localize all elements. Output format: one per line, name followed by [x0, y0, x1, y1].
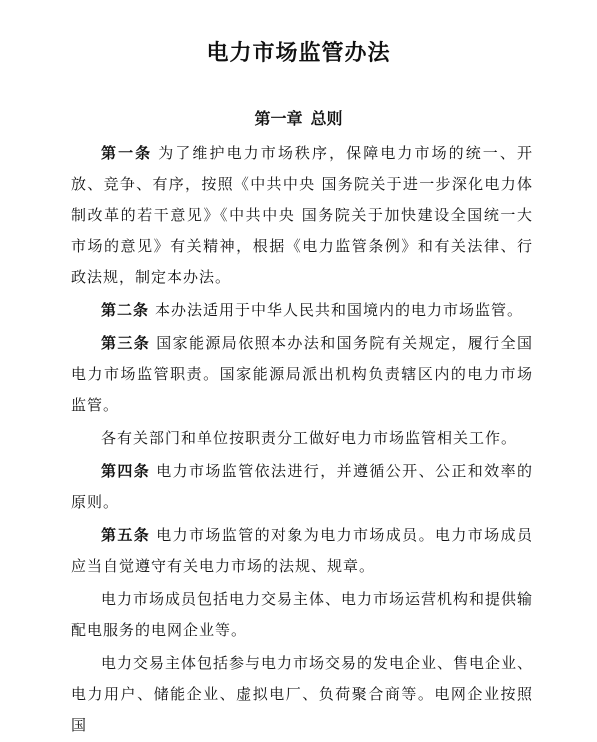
body-paragraph [71, 584, 533, 646]
article-paragraph [71, 328, 533, 421]
chapter-heading [0, 108, 597, 130]
article-paragraph [71, 456, 533, 518]
article-paragraph [71, 295, 533, 326]
article-text: 本办法适用于中华人民共和国境内的电力市场监管。 [155, 301, 524, 319]
article-paragraph [71, 138, 533, 293]
document-title: 电力市场监管办法 [206, 41, 391, 66]
article-number: 第四条 [101, 462, 151, 480]
article-number: 第二条 [101, 301, 150, 319]
article-paragraph [71, 520, 533, 582]
body-paragraph [71, 423, 533, 454]
chapter-name: 总则 [310, 109, 343, 128]
article-text: 国家能源局依照本办法和国务院有关规定，履行全国电力市场监管职责。国家能源局派出机构负责辖区内的电力市场监管。 [71, 334, 533, 414]
article-text: 电力市场监管的对象为电力市场成员。电力市场成员应当自觉遵守有关电力市场的法规、规章。 [71, 526, 533, 575]
article-number: 第五条 [101, 526, 151, 544]
article-text: 电力市场监管依法进行，并遵循公开、公正和效率的原则。 [71, 462, 533, 511]
paragraph-text: 各有关部门和单位按职责分工做好电力市场监管相关工作。 [101, 429, 518, 447]
paragraph-text: 电力交易主体包括参与电力市场交易的发电企业、售电企业、电力用户、储能企业、虚拟电厂、负荷聚合商等。电网企业按照国 [71, 654, 534, 734]
body-paragraph [71, 648, 533, 741]
chapter-number: 第一章 [254, 109, 303, 128]
article-text: 为了维护电力市场秩序，保障电力市场的统一、开放、竞争、有序，按照《中共中央 国务院关于进一步深化电力体制改革的若干意见》《中共中央 国务院关于加快建设全国统一大市场的意见》有关精神，根据《电力监管条例》和有关法律、行政法规，制定本办法。 [71, 144, 533, 286]
article-number: 第三条 [101, 334, 151, 352]
paragraph-text: 电力市场成员包括电力交易主体、电力市场运营机构和提供输配电服务的电网企业等。 [71, 590, 534, 639]
article-number: 第一条 [101, 144, 153, 162]
document-body [71, 138, 533, 742]
